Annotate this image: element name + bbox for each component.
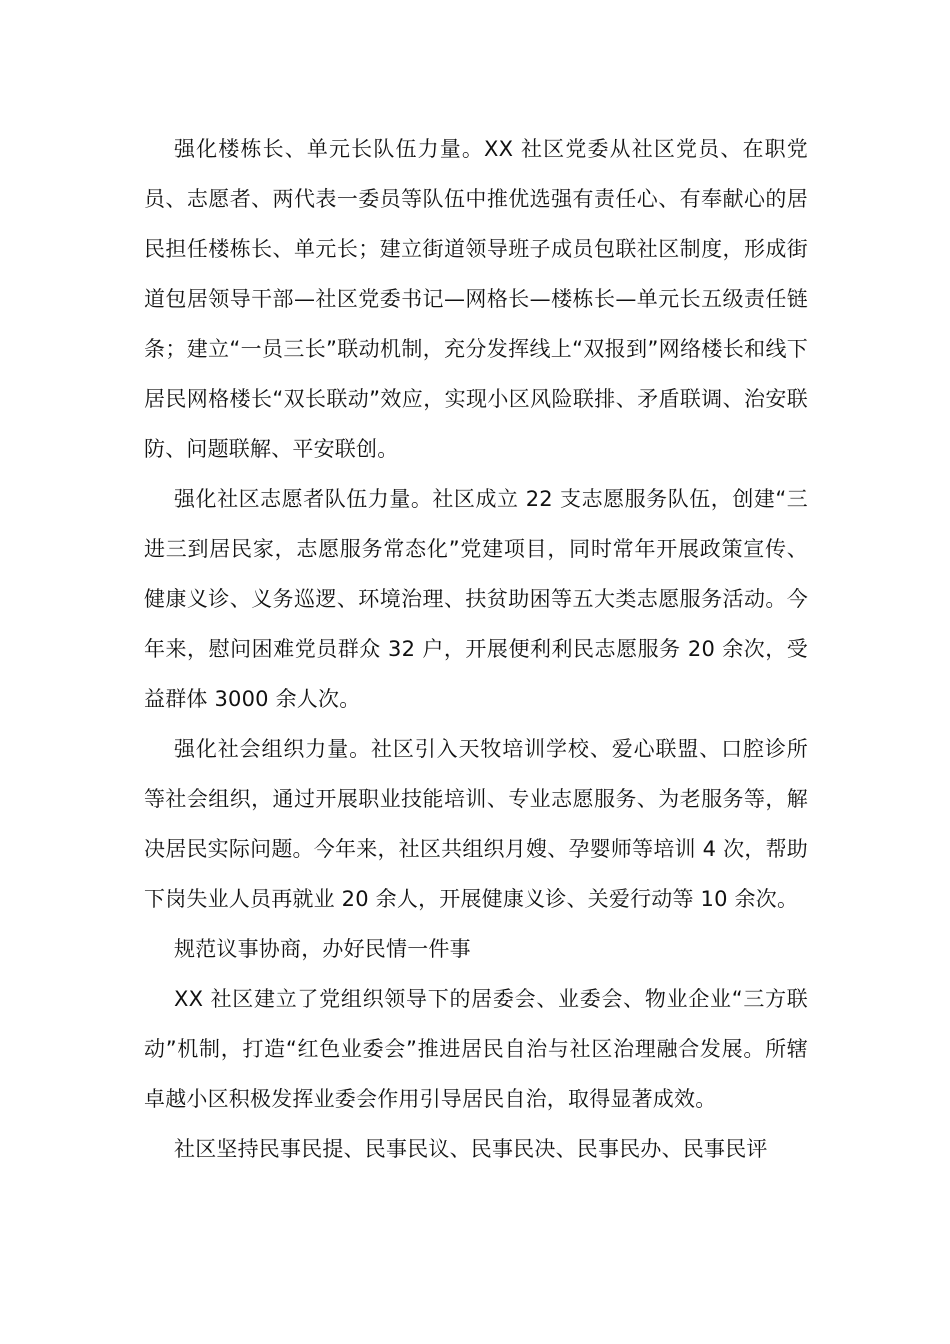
section-heading-consultation: 规范议事协商，办好民情一件事	[174, 937, 471, 961]
document-page	[144, 124, 808, 1174]
paragraph-social-organizations: 强化社会组织力量。社区引入天牧培训学校、爱心联盟、口腔诊所等社会组织，通过开展职业技能培训、专业志愿服务、为老服务等，解决居民实际问题。今年来，社区共组织月嫂、孕婴师等培训 4 次，帮助下岗失业人员再就业 20 余人，开展健康义诊、关爱行动等 10 余次。	[144, 737, 808, 911]
paragraph-resident-affairs: 社区坚持民事民提、民事民议、民事民决、民事民办、民事民评	[174, 1137, 768, 1161]
paragraph-volunteer-teams: 强化社区志愿者队伍力量。社区成立 22 支志愿服务队伍，创建“三进三到居民家，志愿服务常态化”党建项目，同时常年开展政策宣传、健康义诊、义务巡逻、环境治理、扶贫助困等五大类志愿服务活动。今年来，慰问困难党员群众 32 户，开展便利利民志愿服务 20 余次，受益群体 3000 余人次。	[144, 487, 808, 711]
paragraph-three-party-linkage: XX 社区建立了党组织领导下的居委会、业委会、物业企业“三方联动”机制，打造“红色业委会”推进居民自治与社区治理融合发展。所辖卓越小区积极发挥业委会作用引导居民自治，取得显著成效。	[144, 987, 808, 1111]
paragraph-building-leaders: 强化楼栋长、单元长队伍力量。XX 社区党委从社区党员、在职党员、志愿者、两代表一委员等队伍中推优选强有责任心、有奉献心的居民担任楼栋长、单元长；建立街道领导班子成员包联社区制度，形成街道包居领导干部—社区党委书记—网格长—楼栋长—单元长五级责任链条；建立“一员三长”联动机制，充分发挥线上“双报到”网络楼长和线下居民网格楼长“双长联动”效应，实现小区风险联排、矛盾联调、治安联防、问题联解、平安联创。	[144, 137, 808, 461]
